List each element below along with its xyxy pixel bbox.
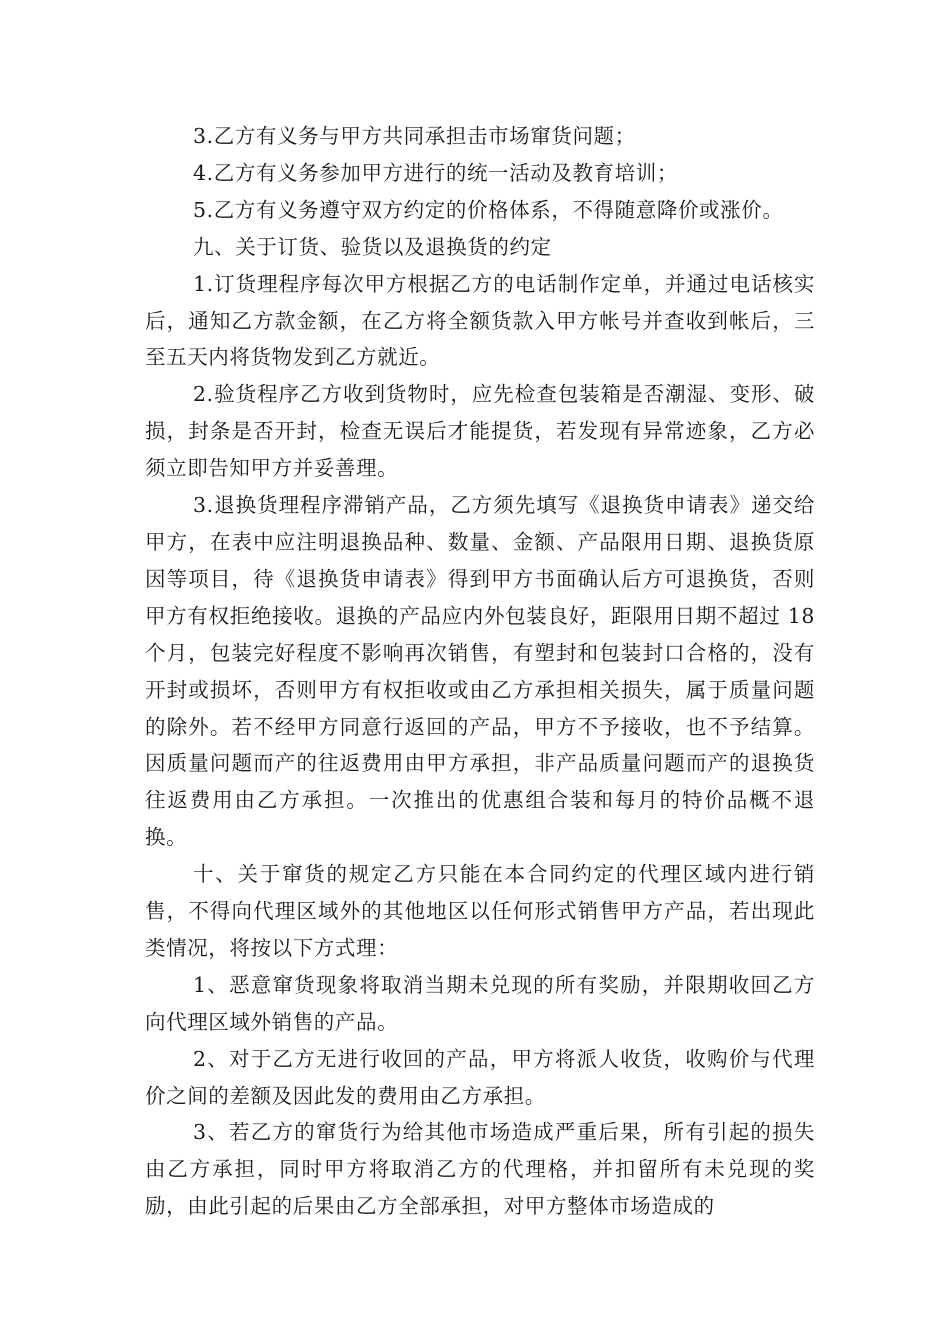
clause-paragraph: 3、若乙方的窜货行为给其他市场造成严重后果，所有引起的损失由乙方承担，同时甲方将取消乙方的代理格，并扣留所有未兑现的奖励，由此引起的后果由乙方全部承担，对甲方整体市场造成的 [145, 1120, 815, 1219]
clause-paragraph: 4.乙方有义务参加甲方进行的统一活动及教育培训； [193, 160, 678, 185]
clause-paragraph: 1、恶意窜货现象将取消当期未兑现的所有奖励，并限期收回乙方向代理区域外销售的产品。 [145, 972, 815, 1034]
clause-paragraph: 2.验货程序乙方收到货物时，应先检查包装箱是否潮湿、变形、破损，封条是否开封，检查无误后才能提货，若发现有异常迹象，乙方必须立即告知甲方并妥善理。 [145, 382, 815, 481]
section-heading: 九、关于订货、验货以及退换货的约定 [193, 234, 552, 259]
clause-paragraph: 5.乙方有义务遵守双方约定的价格体系，不得随意降价或涨价。 [193, 197, 784, 222]
clause-paragraph: 3.退换货理程序滞销产品，乙方须先填写《退换货申请表》递交给甲方，在表中应注明退换品种、数量、金额、产品限用日期、退换货原因等项目，待《退换货申请表》得到甲方书面确认后方可退换货，否则甲方有权拒绝接收。退换的产品应内外包装良好，距限用日期不超过 18 个月，包装完好程度不影响再次销售，有塑封和包装封口合格的，没有开封或损坏，否则甲方有权拒收或由乙方承担相关损失，属于质量问题的除外。若不经甲方同意行返回的产品，甲方不予接收，也不予结算。因质量问题而产的往返费用由甲方承担，非产品质量问题而产的退换货往返费用由乙方承担。一次推出的优惠组合装和每月的特价品概不退换。 [145, 493, 815, 850]
clause-paragraph: 3.乙方有义务与甲方共同承担击市场窜货问题； [193, 124, 636, 148]
document-body [145, 118, 815, 1225]
clause-paragraph: 1.订货理程序每次甲方根据乙方的电话制作定单，并通过电话核实后，通知乙方款金额，在乙方将全额货款入甲方帐号并查收到帐后，三至五天内将货物发到乙方就近。 [145, 271, 815, 370]
section-heading: 十、关于窜货的规定乙方只能在本合同约定的代理区域内进行销售，不得向代理区域外的其他地区以任何形式销售甲方产品，若出现此类情况，将按以下方式理： [145, 862, 815, 960]
clause-paragraph: 2、对于乙方无进行收回的产品，甲方将派人收货，收购价与代理价之间的差额及因此发的费用由乙方承担。 [145, 1046, 815, 1108]
